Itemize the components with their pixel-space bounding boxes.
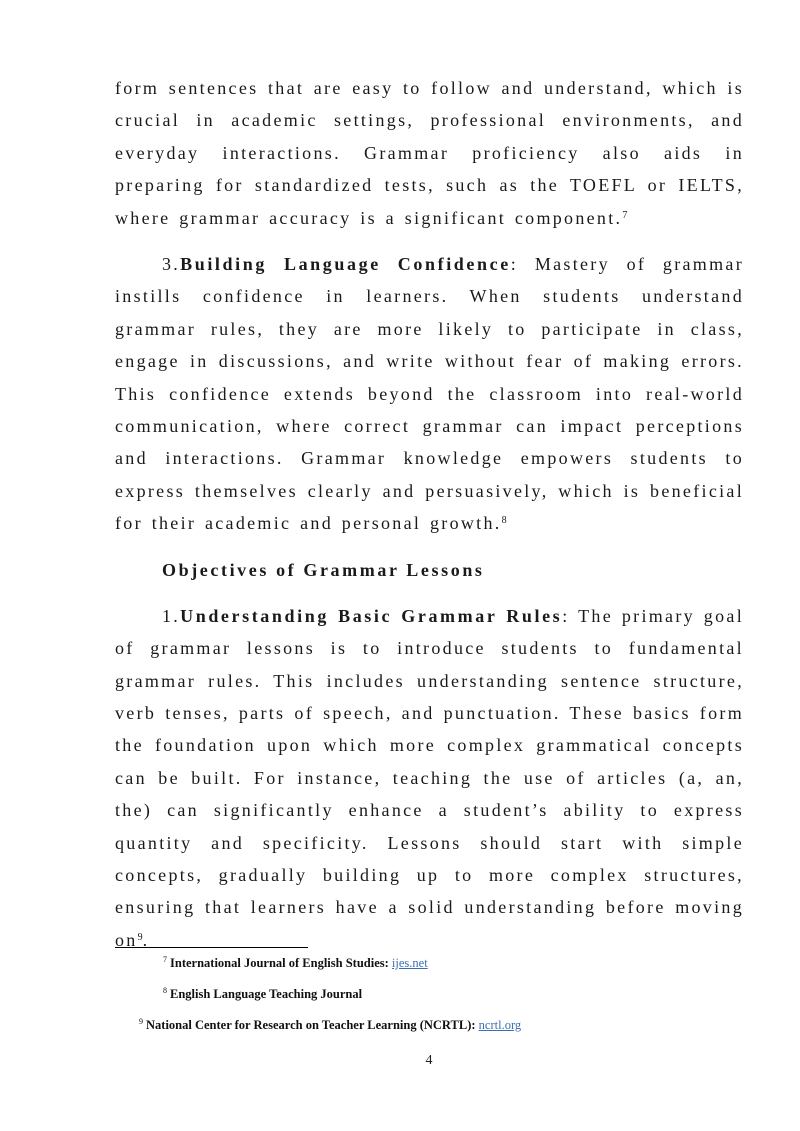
footnote-8-number: 8	[163, 986, 167, 995]
footnote-ref-7[interactable]: 7	[622, 209, 628, 221]
footnote-9-number: 9	[139, 1017, 143, 1026]
footnote-separator	[115, 947, 308, 948]
paragraph-3-text: : The primary goal of grammar lessons is to introduce students to fundamental grammar rules. This includes understanding sentence structure, verb tenses, parts of speech, and punctuation. These basics form the foundation upon which more complex grammatical concepts can be built. For instance, teaching the use of articles (a, an, the) can significantly enhance a student’s ability to express quantity and specificity. Lessons should start with simple concepts, gradually building up to more complex structures, ensuring that learners have a solid understanding before moving on	[115, 605, 744, 950]
paragraph-3	[115, 600, 744, 956]
footnote-7-number: 7	[163, 955, 167, 964]
section-heading: Objectives of Grammar Lessons	[162, 559, 485, 580]
paragraph-3-title: Understanding Basic Grammar Rules	[180, 605, 563, 626]
paragraph-3-end: .	[142, 929, 150, 950]
page-number: 4	[425, 1053, 433, 1068]
footnote-7-link[interactable]: ijes.net	[391, 956, 428, 970]
footnote-9-text: National Center for Research on Teacher Learning (NCRTL):	[146, 1018, 476, 1032]
footnote-ref-8[interactable]: 8	[501, 515, 507, 527]
page-body	[115, 72, 744, 956]
footnote-8-text: English Language Teaching Journal	[170, 987, 363, 1001]
paragraph-2-text: : Mastery of grammar instills confidence in learners. When students understand grammar rules, they are more likely to participate in class, engage in discussions, and write without fear of making errors. This confidence extends beyond the classroom into real-world communication, where correct grammar can impact perceptions and interactions. Grammar knowledge empowers students to express themselves clearly and persuasively, which is beneficial for their academic and personal growth.	[115, 254, 744, 534]
paragraph-1-text: form sentences that are easy to follow and understand, which is crucial in academic settings, professional environments, and everyday interactions. Grammar proficiency also aids in preparing for standardized tests, such as the TOEFL or IELTS, where grammar accuracy is a significant component.	[115, 78, 744, 228]
paragraph-2	[115, 248, 744, 540]
footnote-9-link[interactable]: ncrtl.org	[478, 1018, 522, 1032]
footnote-9	[139, 1018, 521, 1033]
paragraph-2-number: 3.	[162, 254, 181, 275]
paragraph-1	[115, 72, 744, 234]
footnote-7-text: International Journal of English Studies:	[170, 956, 389, 970]
paragraph-3-number: 1.	[162, 605, 181, 626]
footnote-ref-9[interactable]: 9	[137, 931, 143, 943]
footnote-7	[163, 956, 428, 971]
paragraph-2-title: Building Language Confidence	[180, 254, 511, 275]
footnote-8	[163, 987, 362, 1002]
